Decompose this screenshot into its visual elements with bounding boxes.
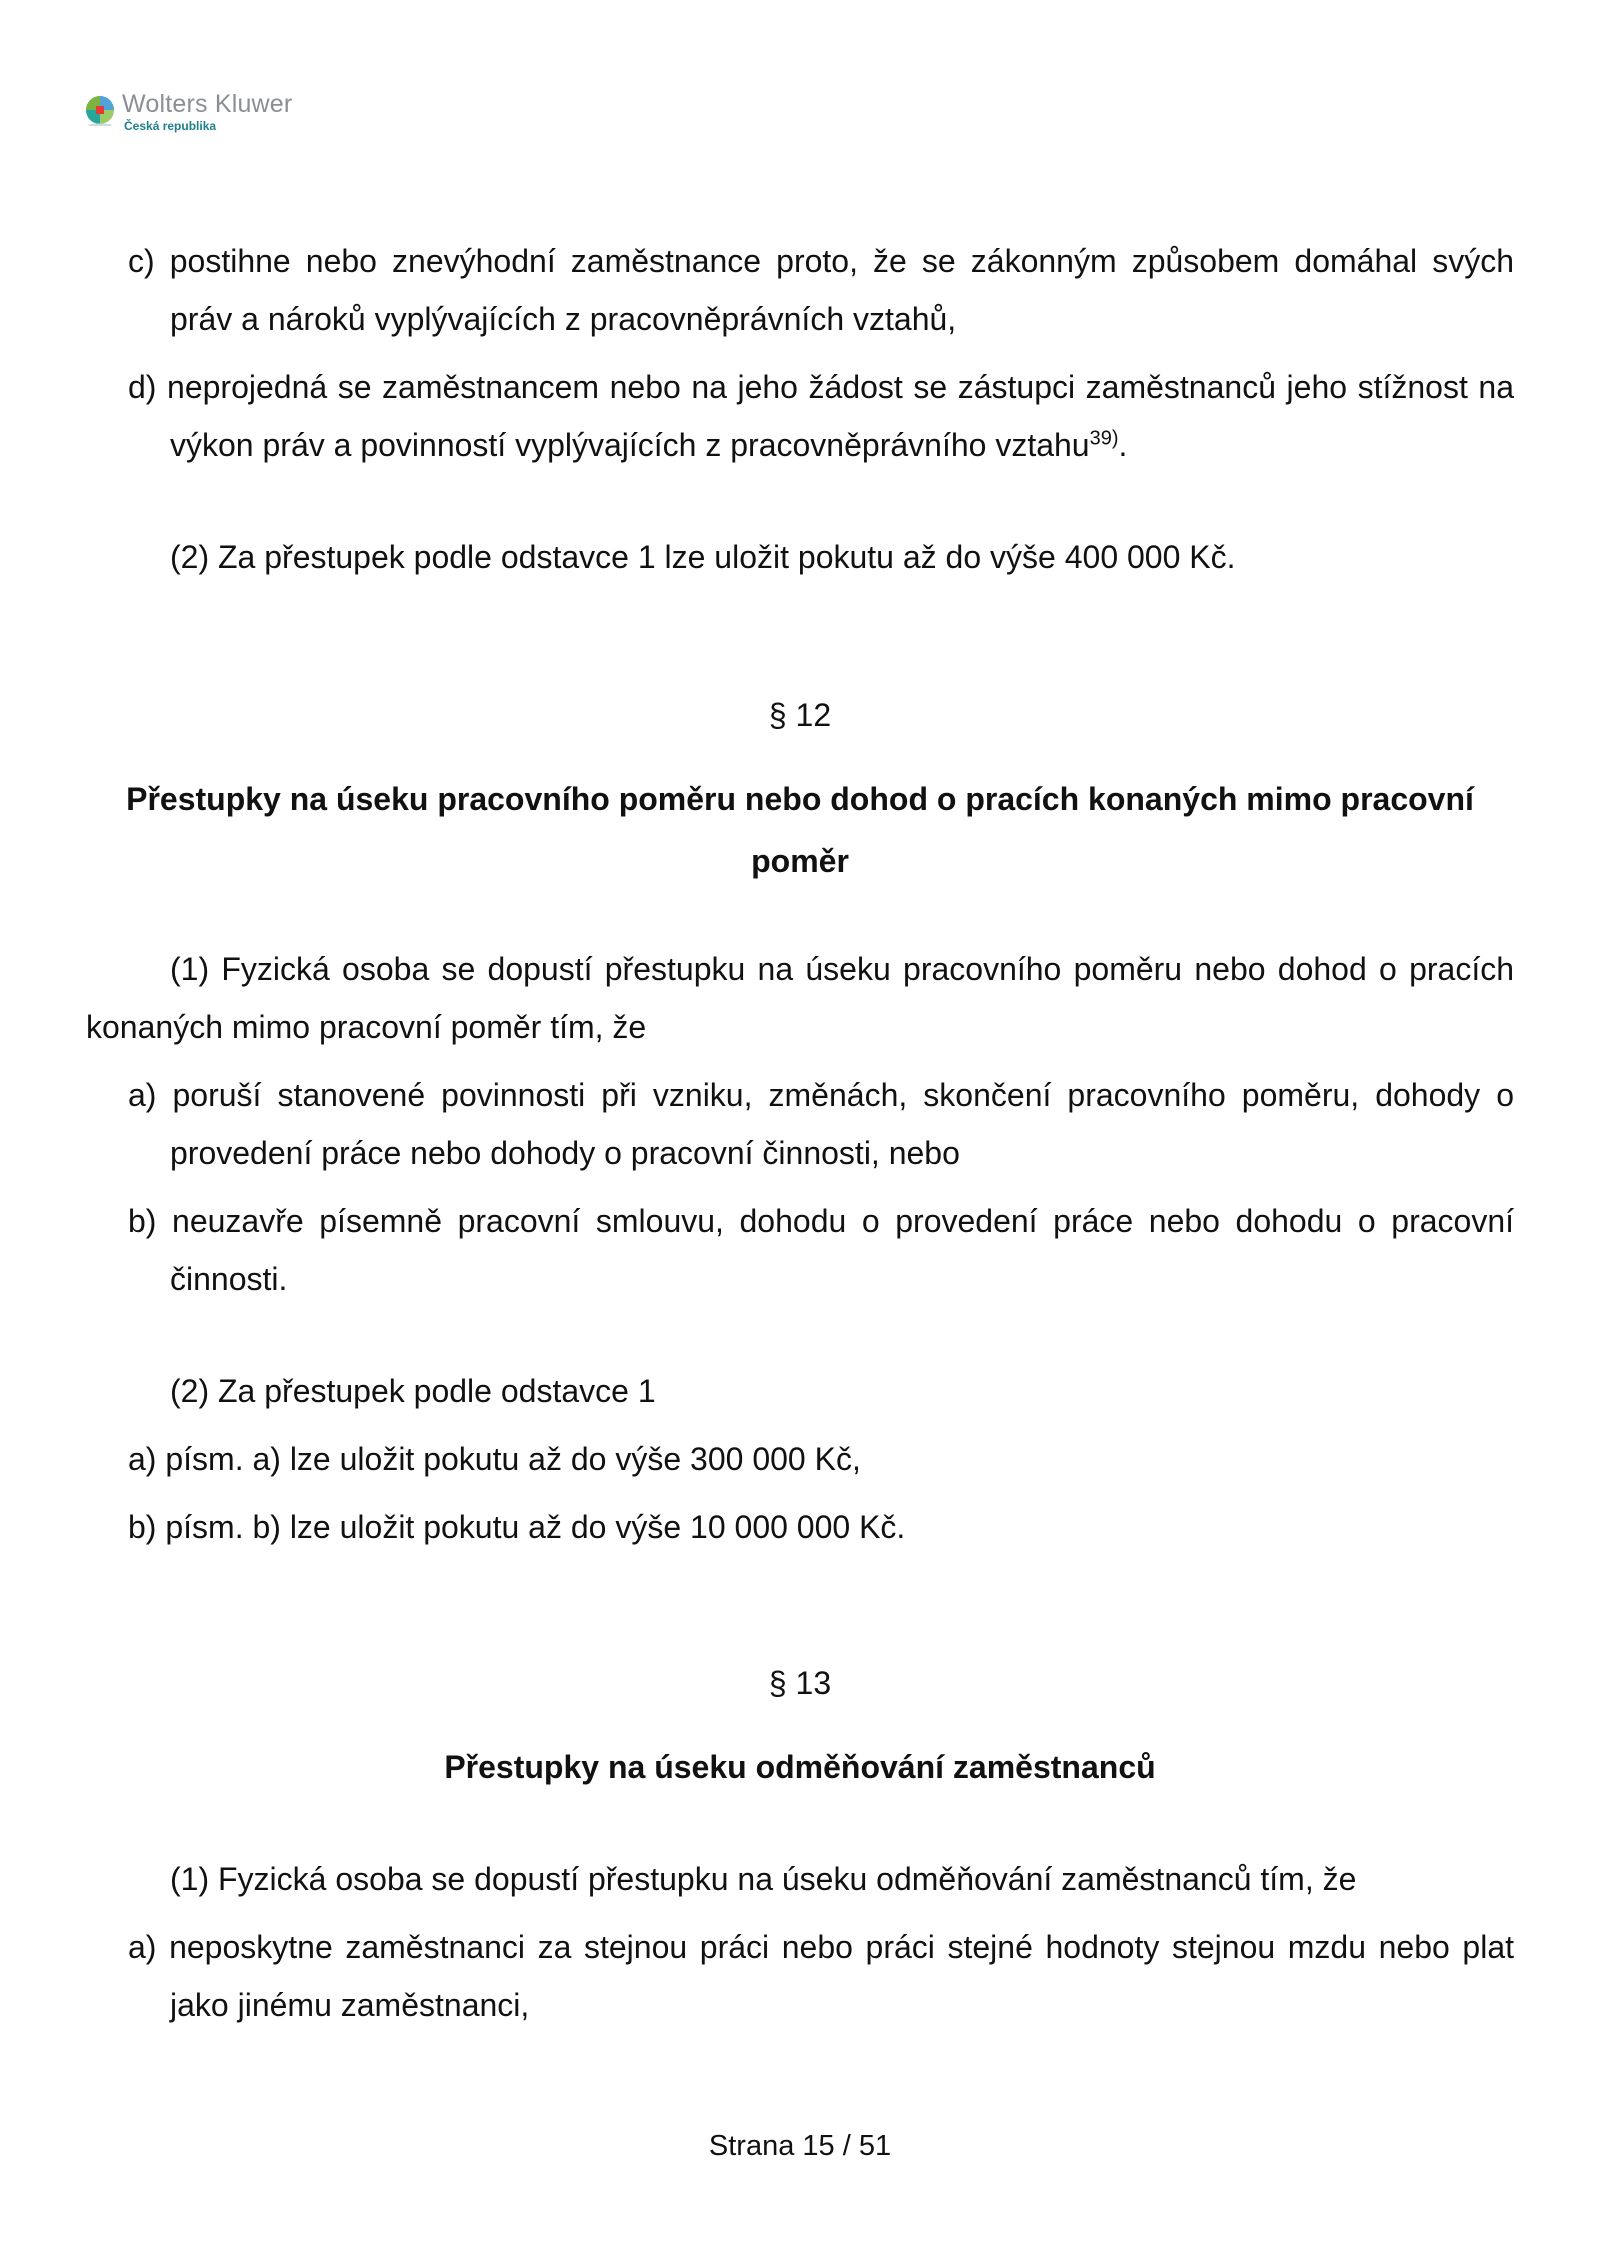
- logo-name: Wolters Kluwer: [122, 90, 293, 118]
- globe-logo-icon: [84, 94, 116, 126]
- list-item-c: [128, 232, 1514, 348]
- section-13-number: § 13: [768, 1665, 832, 1701]
- list-item-b: [128, 1192, 1514, 1308]
- logo-subtitle: Česká republika: [124, 119, 217, 133]
- section-12-title: Přestupky na úseku pracovního poměru nebo dohod o pracích konaných mimo pracovní poměr: [126, 781, 1474, 879]
- section-12-paragraph-1: (1) Fyzická osoba se dopustí přestupku na úseku pracovního poměru nebo dohod o pracích konaných mimo pracovní poměr tím, že: [86, 951, 1514, 1045]
- paragraph-2-penalty: (2) Za přestupek podle odstavce 1 lze uložit pokutu až do výše 400 000 Kč.: [170, 539, 1236, 575]
- section-13-title: Přestupky na úseku odměňování zaměstnanců: [444, 1749, 1156, 1785]
- item-label: a): [128, 1077, 157, 1113]
- list-item-a: [128, 1066, 1514, 1182]
- footnote-ref: 39): [1089, 427, 1119, 450]
- section-13-paragraph-1: (1) Fyzická osoba se dopustí přestupku na úseku odměňování zaměstnanců tím, že: [170, 1861, 1357, 1897]
- list-item-d: [128, 358, 1514, 474]
- section-12-number: § 12: [768, 697, 832, 733]
- item-text: poruší stanovené povinnosti při vzniku, změnách, skončení pracovního poměru, dohody o provedení práce nebo dohody o pracovní činnosti, nebo: [170, 1077, 1515, 1171]
- penalty-item-a: a) písm. a) lze uložit pokutu až do výše 300 000 Kč,: [128, 1441, 861, 1477]
- item-label: b): [128, 1203, 157, 1239]
- item-text: postihne nebo znevýhodní zaměstnance proto, že se zákonným způsobem domáhal svých práv a nároků vyplývajících z pracovněprávních vztahů,: [169, 243, 1515, 337]
- section-12-paragraph-2: (2) Za přestupek podle odstavce 1: [170, 1373, 656, 1409]
- item-text: neuzavře písemně pracovní smlouvu, dohodu o provedení práce nebo dohodu o pracovní činnosti.: [170, 1203, 1514, 1297]
- item-label: d): [128, 369, 157, 405]
- item-tail: .: [1118, 427, 1128, 463]
- item-label: c): [128, 243, 155, 279]
- publisher-logo: [84, 92, 292, 132]
- item-label: a): [128, 1929, 157, 1965]
- item-text: neposkytne zaměstnanci za stejnou práci nebo práci stejné hodnoty stejnou mzdu nebo plat jako jinému zaměstnanci,: [169, 1929, 1515, 2023]
- list-item-a: [128, 1918, 1514, 2034]
- page-number: Strana 15 / 51: [708, 2130, 892, 2162]
- item-text: neprojedná se zaměstnancem nebo na jeho žádost se zástupci zaměstnanců jeho stížnost na výkon práv a povinností vyplývajících z pracovněprávního vztahu: [167, 369, 1515, 463]
- penalty-item-b: b) písm. b) lze uložit pokutu až do výše 10 000 000 Kč.: [128, 1509, 906, 1545]
